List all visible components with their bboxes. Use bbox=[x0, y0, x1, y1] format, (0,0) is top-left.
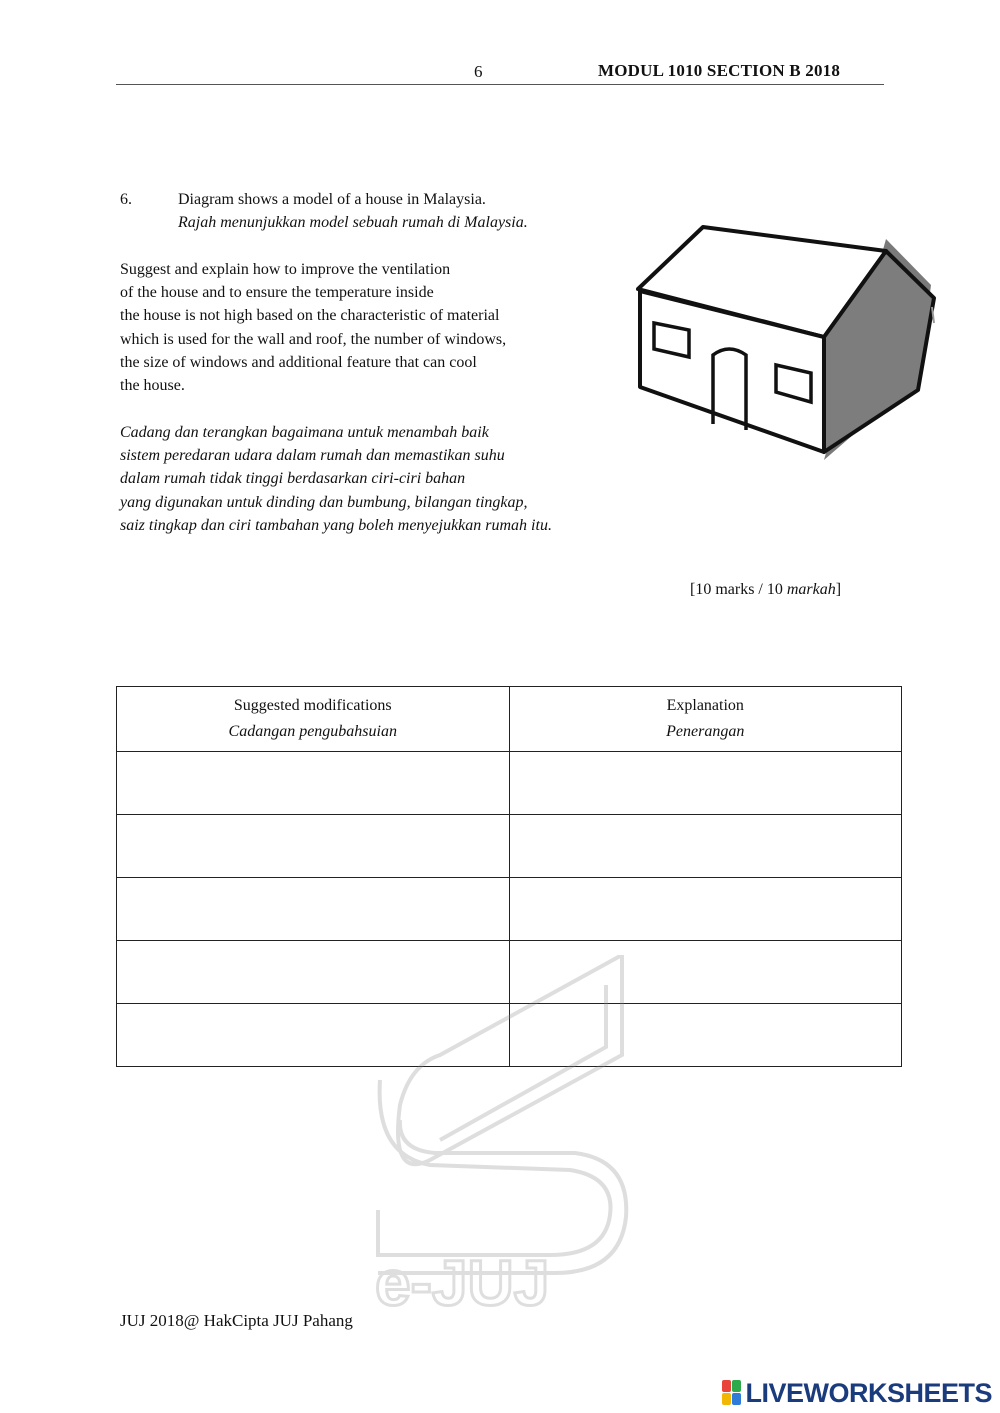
footer-copyright: JUJ 2018@ HakCipta JUJ Pahang bbox=[120, 1311, 353, 1330]
instructions-english: Suggest and explain how to improve the ventilation of the house and to ensure the temperature inside the house is not high based on the characteristic of material which is used for the wall and roof, the number of windows, the size of windows and additional feature that can cool the house. bbox=[120, 261, 507, 395]
answer-cell-explanation[interactable] bbox=[509, 752, 902, 815]
column-header-explanation bbox=[509, 687, 902, 752]
watermark-logo bbox=[370, 955, 630, 1315]
liveworksheets-logo-icon bbox=[722, 1380, 742, 1406]
header-divider bbox=[116, 84, 884, 85]
answer-cell-modification[interactable] bbox=[117, 815, 510, 878]
question-number: 6. bbox=[120, 191, 132, 208]
module-title: MODUL 1010 SECTION B 2018 bbox=[598, 61, 841, 80]
column-header-malay: Penerangan bbox=[666, 723, 745, 740]
column-header-malay: Cadangan pengubahsuian bbox=[228, 723, 397, 740]
table-row bbox=[117, 752, 902, 815]
question-intro-english: Diagram shows a model of a house in Malaysia. bbox=[178, 191, 486, 208]
house-left-window bbox=[654, 323, 689, 357]
answer-table-header-row bbox=[117, 687, 902, 752]
answer-cell-explanation[interactable] bbox=[509, 878, 902, 941]
house-diagram bbox=[634, 215, 940, 460]
liveworksheets-brand bbox=[722, 1378, 992, 1408]
marks-allocation: [10 marks / 10 markah] bbox=[690, 581, 842, 598]
column-header-english: Suggested modifications bbox=[233, 697, 392, 714]
watermark-text: e-JUJ bbox=[375, 1247, 550, 1315]
table-row bbox=[117, 878, 902, 941]
column-header-english: Explanation bbox=[666, 697, 744, 714]
answer-cell-modification[interactable] bbox=[117, 878, 510, 941]
table-row bbox=[117, 815, 902, 878]
page-number: 6 bbox=[474, 62, 483, 81]
answer-cell-modification[interactable] bbox=[117, 752, 510, 815]
liveworksheets-wordmark: LIVEWORKSHEETS bbox=[745, 1377, 992, 1408]
house-gable-wall bbox=[824, 251, 934, 452]
instructions-malay: Cadang dan terangkan bagaimana untuk menambah baik sistem peredaran udara dalam rumah dan memastikan suhu dalam rumah tidak tinggi berdasarkan ciri-ciri bahan yang digunakan untuk dinding dan bumbung, bilangan tingkap, saiz tingkap dan ciri tambahan yang boleh menyejukkan rumah itu. bbox=[120, 424, 552, 534]
answer-cell-explanation[interactable] bbox=[509, 815, 902, 878]
column-header-suggested-modifications bbox=[117, 687, 510, 752]
question-intro-malay: Rajah menunjukkan model sebuah rumah di Malaysia. bbox=[178, 214, 528, 231]
